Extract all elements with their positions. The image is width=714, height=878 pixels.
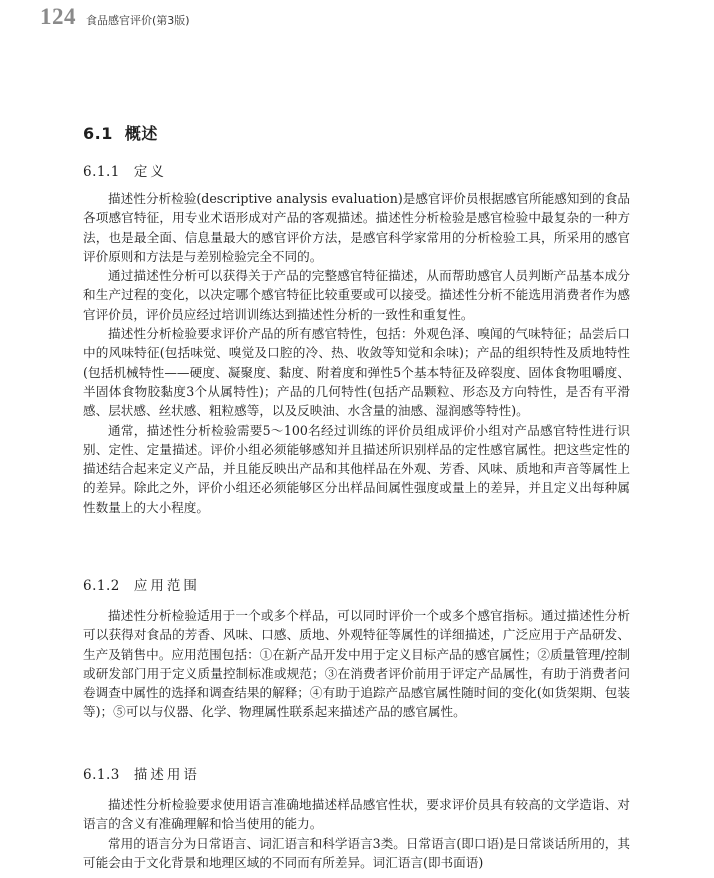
paragraph: 描述性分析检验要求评价产品的所有感官特性，包括：外观色泽、嗅闻的气味特征；品尝后口中的风味特征(包括味觉、嗅觉及口腔的冷、热、收敛等知觉和余味)；产品的组织特性及质地特性(包括机械特性——硬度、凝聚度、黏度、附着度和弹性5个基本特征及碎裂度、固体食物咀嚼度、半固体食物胶黏度3个从属特性)；产品的几何特性(包括产品颗粒、形态及方向特性，是否有平滑感、层状感、丝状感、粗粒感等，以及反映油、水含量的油感、湿润感等特性)。 (83, 326, 630, 419)
subsection-title: 应用范围 (133, 578, 200, 594)
paragraph: 描述性分析检验适用于一个或多个样品，可以同时评价一个或多个感官指标。通过描述性分析可以获得对食品的芳香、风味、口感、质地、外观特征等属性的详细描述，广泛应用于产品研发、生产及销售中。应用范围包括：①在新产品开发中用于定义目标产品的感官属性；②质量管理/控制或研发部门用于定义质量控制标准或规范；③在消费者评价前用于评定产品属性，有助于消费者问卷调查中属性的选择和调查结果的解释；④有助于追踪产品感官属性随时间的变化(如货架期、包装等)；⑤可以与仪器、化学、物理属性联系起来描述产品的感官属性。 (83, 608, 630, 720)
subsection-heading-terminology (83, 763, 200, 783)
subsection-heading-scope (83, 574, 200, 594)
subsection-body-terminology (83, 795, 630, 872)
subsection-number: 6.1.2 (83, 578, 120, 594)
paragraph: 通常，描述性分析检验需要5～100名经过训练的评价员组成评价小组对产品感官特性进行识别、定性、定量描述。评价小组必须能够感知并且描述所识别样品的定性感官属性。把这些定性的描述结合起来定义产品，并且能反映出产品和其他样品在外观、芳香、风味、质地和声音等属性上的差异。除此之外，评价小组还必须能够区分出样品间属性强度或量上的差异，并且定义出每种属性数量上的大小程度。 (83, 422, 630, 515)
subsection-heading-definition (83, 160, 167, 180)
subsection-number: 6.1.3 (83, 767, 120, 783)
subsection-title: 描述用语 (133, 767, 200, 783)
subsection-number: 6.1.1 (83, 164, 120, 180)
running-header (40, 4, 190, 32)
paragraph: 描述性分析检验(descriptive analysis evaluation)是感官评价员根据感官所能感知到的食品各项感官特征，用专业术语形成对产品的客观描述。描述性分析检验是感官检验中最复杂的一种方法，也是最全面、信息量最大的感官评价方法，是感官科学家常用的分析检验工具，所采用的感官评价原则和方法是与差别检验完全不同的。 (83, 191, 630, 264)
paragraph: 描述性分析检验要求使用语言准确地描述样品感官性状，要求评价员具有较高的文学造诣、对语言的含义有准确理解和恰当使用的能力。 (83, 797, 630, 832)
book-title: 食品感官评价(第3版) (86, 14, 190, 27)
paragraph: 常用的语言分为日常语言、词汇语言和科学语言3类。日常语言(即口语)是日常谈话所用的，其可能会由于文化背景和地理区域的不同而有所差异。词汇语言(即书面语) (83, 835, 630, 870)
subsection-body-scope (83, 606, 630, 722)
page-number: 124 (40, 4, 76, 29)
section-title: 概述 (124, 124, 158, 143)
section-heading (83, 121, 158, 144)
section-number: 6.1 (83, 124, 113, 143)
paragraph: 通过描述性分析可以获得关于产品的完整感官特征描述，从而帮助感官人员判断产品基本成分和生产过程的变化，以决定哪个感官特征比较重要或可以接受。描述性分析不能选用消费者作为感官评价员，评价员应经过培训训练达到描述性分析的一致性和重复性。 (83, 268, 630, 322)
subsection-body-definition (83, 189, 630, 517)
subsection-title: 定义 (133, 164, 167, 180)
